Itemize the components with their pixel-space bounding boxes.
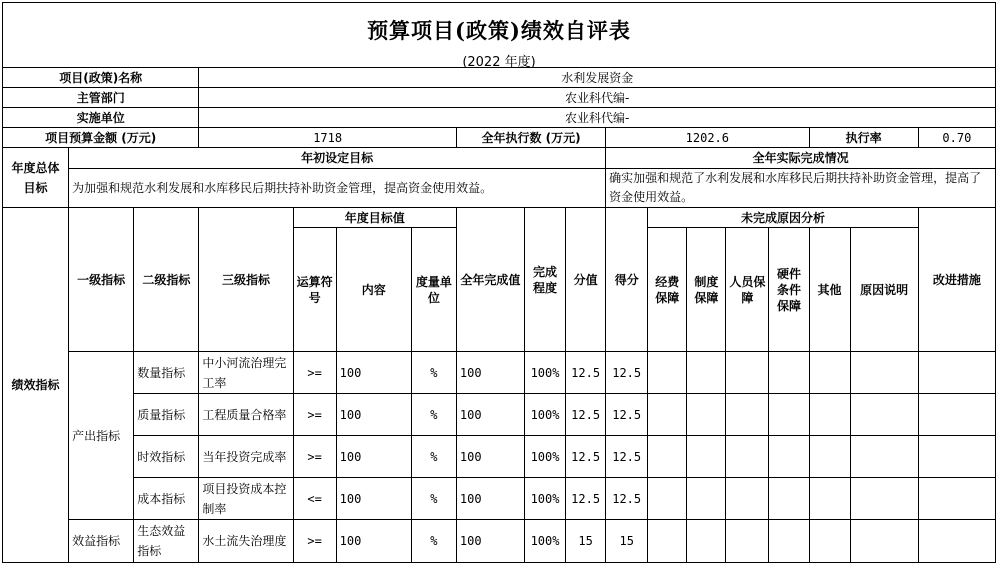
operator-cell: <= xyxy=(293,478,336,520)
dept-value: 农业科代编- xyxy=(199,88,996,108)
level2-cell: 质量指标 xyxy=(134,394,199,436)
initial-goal-header: 年初设定目标 xyxy=(69,148,606,169)
row-dept xyxy=(3,88,996,108)
level3-header: 三级指标 xyxy=(199,208,293,352)
annual-cell: 100 xyxy=(456,436,524,478)
evaluation-table xyxy=(2,67,996,563)
annual-goal-label: 年度总体目标 xyxy=(3,148,69,208)
executed-label: 全年执行数 (万元) xyxy=(456,128,605,148)
reason-other-header: 其他 xyxy=(809,228,850,352)
dept-label: 主管部门 xyxy=(3,88,199,108)
row-project-name xyxy=(3,68,996,88)
table-row xyxy=(3,478,996,520)
operator-cell: >= xyxy=(293,352,336,394)
level2-header: 二级指标 xyxy=(134,208,199,352)
level2-cell: 时效指标 xyxy=(134,436,199,478)
score-cell: 12.5 xyxy=(606,352,648,394)
operator-cell: >= xyxy=(293,394,336,436)
reason-group-header: 未完成原因分析 xyxy=(648,208,918,228)
level2-cell: 成本指标 xyxy=(134,478,199,520)
content-cell: 100 xyxy=(336,394,411,436)
unit-header: 度量单位 xyxy=(411,228,456,352)
degree-cell: 100% xyxy=(525,394,566,436)
score-value-header: 分值 xyxy=(566,208,606,352)
score-value-cell: 12.5 xyxy=(566,436,606,478)
page-title: 预算项目(政策)绩效自评表 xyxy=(367,18,631,43)
reason-staff-header: 人员保障 xyxy=(726,228,769,352)
improvement-header: 改进措施 xyxy=(918,208,995,352)
unit-cell: % xyxy=(411,394,456,436)
executed-value: 1202.6 xyxy=(606,128,809,148)
row-impl xyxy=(3,108,996,128)
table-title-block xyxy=(2,2,996,68)
level2-cell: 数量指标 xyxy=(134,352,199,394)
degree-cell: 100% xyxy=(525,478,566,520)
level3-cell: 水土流失治理度 xyxy=(199,520,293,563)
table-row xyxy=(3,394,996,436)
unit-cell: % xyxy=(411,352,456,394)
content-cell: 100 xyxy=(336,478,411,520)
content-cell: 100 xyxy=(336,352,411,394)
rate-value: 0.70 xyxy=(918,128,995,148)
score-value-cell: 15 xyxy=(566,520,606,563)
row-goals-header xyxy=(3,148,996,169)
degree-cell: 100% xyxy=(525,520,566,563)
score-cell: 12.5 xyxy=(606,394,648,436)
score-header: 得分 xyxy=(606,208,648,352)
level1-benefit: 效益指标 xyxy=(69,520,134,563)
project-name-value: 水利发展资金 xyxy=(199,68,996,88)
perf-indicator-label: 绩效指标 xyxy=(3,208,69,563)
level3-cell: 中小河流治理完工率 xyxy=(199,352,293,394)
score-value-cell: 12.5 xyxy=(566,352,606,394)
annual-cell: 100 xyxy=(456,520,524,563)
target-value-group-header: 年度目标值 xyxy=(293,208,456,228)
level3-cell: 当年投资完成率 xyxy=(199,436,293,478)
row-perf-header-1 xyxy=(3,208,996,228)
score-cell: 12.5 xyxy=(606,478,648,520)
budget-value: 1718 xyxy=(199,128,456,148)
level1-output: 产出指标 xyxy=(69,352,134,520)
annual-cell: 100 xyxy=(456,352,524,394)
impl-label: 实施单位 xyxy=(3,108,199,128)
unit-cell: % xyxy=(411,520,456,563)
degree-cell: 100% xyxy=(525,436,566,478)
reason-funding-header: 经费保障 xyxy=(648,228,687,352)
actual-goal-text: 确实加强和规范了水利发展和水库移民后期扶持补助资金管理，提高了资金使用效益。 xyxy=(606,169,996,208)
annual-cell: 100 xyxy=(456,478,524,520)
score-cell: 15 xyxy=(606,520,648,563)
table-row xyxy=(3,436,996,478)
actual-goal-header: 全年实际完成情况 xyxy=(606,148,996,169)
table-row xyxy=(3,352,996,394)
impl-value: 农业科代编- xyxy=(199,108,996,128)
completion-degree-header: 完成程度 xyxy=(525,208,566,352)
content-header: 内容 xyxy=(336,228,411,352)
annual-cell: 100 xyxy=(456,394,524,436)
score-value-cell: 12.5 xyxy=(566,478,606,520)
budget-label: 项目预算金额 (万元) xyxy=(3,128,199,148)
unit-cell: % xyxy=(411,478,456,520)
level1-header: 一级指标 xyxy=(69,208,134,352)
score-cell: 12.5 xyxy=(606,436,648,478)
level3-cell: 项目投资成本控制率 xyxy=(199,478,293,520)
row-goals-content xyxy=(3,169,996,208)
level2-cell: 生态效益指标 xyxy=(134,520,199,563)
operator-cell: >= xyxy=(293,520,336,563)
row-budget xyxy=(3,128,996,148)
reason-hardware-header: 硬件条件保障 xyxy=(769,228,809,352)
page-subtitle: (2022 年度) xyxy=(462,55,536,70)
degree-cell: 100% xyxy=(525,352,566,394)
rate-label: 执行率 xyxy=(809,128,918,148)
reason-explanation-header: 原因说明 xyxy=(850,228,918,352)
content-cell: 100 xyxy=(336,520,411,563)
operator-cell: >= xyxy=(293,436,336,478)
operator-header: 运算符号 xyxy=(293,228,336,352)
level3-cell: 工程质量合格率 xyxy=(199,394,293,436)
initial-goal-text: 为加强和规范水利发展和水库移民后期扶持补助资金管理，提高资金使用效益。 xyxy=(69,169,606,208)
annual-completion-header: 全年完成值 xyxy=(456,208,524,352)
table-row xyxy=(3,520,996,563)
reason-system-header: 制度保障 xyxy=(687,228,726,352)
project-name-label: 项目(政策)名称 xyxy=(3,68,199,88)
unit-cell: % xyxy=(411,436,456,478)
score-value-cell: 12.5 xyxy=(566,394,606,436)
content-cell: 100 xyxy=(336,436,411,478)
